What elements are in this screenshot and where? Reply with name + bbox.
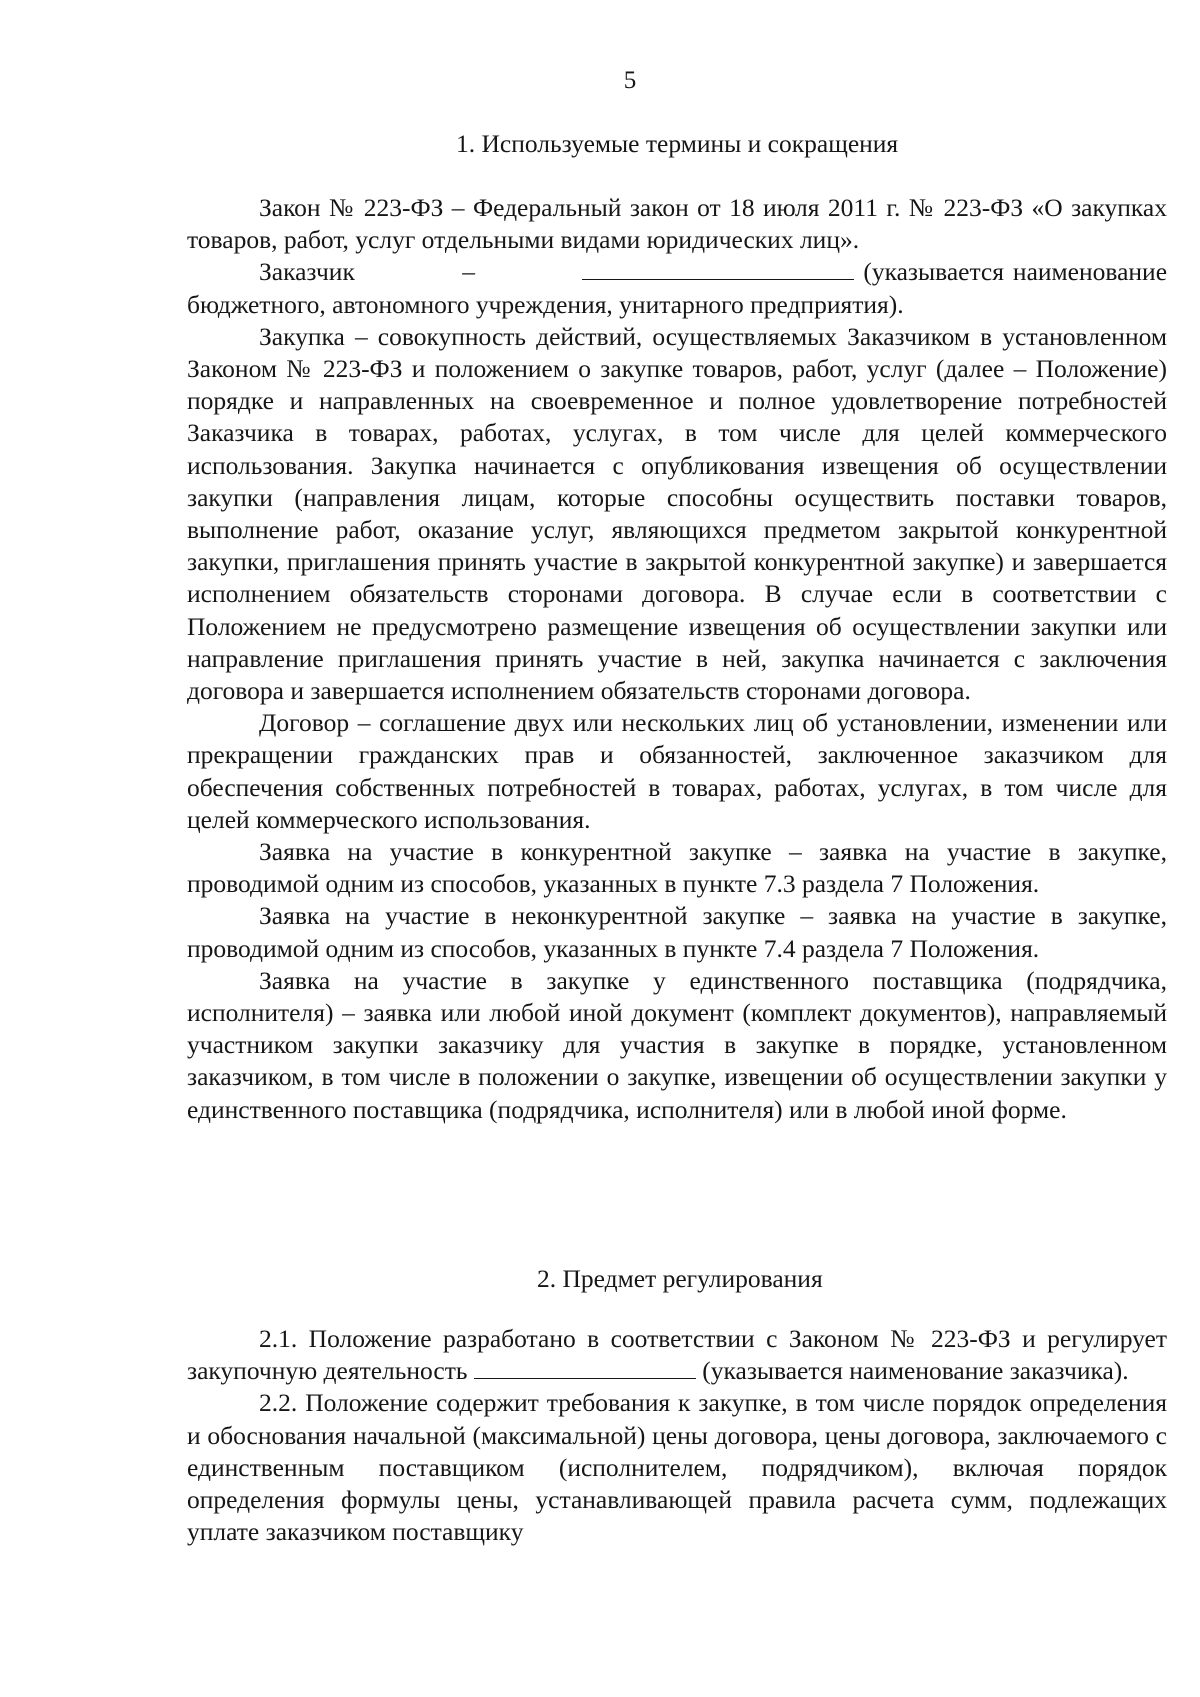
customer-hint: (указывается наименование бюджетного, автономного учреждения, унитарного предприятия).: [187, 257, 1168, 319]
definition-contract: Договор – соглашение двух или нескольких лиц об установлении, изменении или прекращении гражданских прав и обязанностей, заключенное заказчиком для обеспечения собственных потребностей в товарах, работах, услугах, в том числе для целей коммерческого использования.: [187, 708, 1167, 834]
definition-noncompetitive-bid: Заявка на участие в неконкурентной закупке – заявка на участие в закупке, проводимой одним из способов, указанных в пункте 7.4 раздела 7 Положения.: [187, 901, 1167, 963]
clause-2-2: 2.2. Положение содержит требования к закупке, в том числе порядок определения и обоснования начальной (максимальной) цены договора, цены договора, заключаемого с единственным поставщиком (исполнителем, подрядчиком), включая порядок определения формулы цены, устанавливающей правила расчета сумм, подлежащих уплате заказчиком поставщику: [187, 1388, 1167, 1547]
customer-term: Заказчик: [259, 257, 355, 287]
clause-2-1-text: 2.1. Положение разработано в соответствии с Законом № 223-ФЗ и регулирует закупочную деятельность: [187, 1324, 1167, 1386]
section-1-body: [187, 192, 1167, 1126]
definition-customer: [187, 256, 1167, 320]
section-1-heading: 1. Используемые термины и сокращения: [456, 129, 899, 158]
customer-name-blank: [582, 257, 854, 280]
customer-dash: –: [462, 257, 475, 287]
definition-single-supplier-bid: Заявка на участие в закупке у единственного поставщика (подрядчика, исполнителя) – заявка или любой иной документ (комплект документов), направляемый участником закупки заказчику для участия в закупке в порядке, установленном заказчиком, в том числе в положении о закупке, извещении об осуществлении закупки у единственного поставщика (подрядчика, исполнителя) или в любой иной форме.: [187, 965, 1167, 1124]
section-2-body: [187, 1323, 1167, 1548]
clause-2-1: [187, 1323, 1167, 1387]
customer-name-blank-2: [474, 1356, 696, 1379]
definition-competitive-bid: Заявка на участие в конкурентной закупке – заявка на участие в закупке, проводимой одним из способов, указанных в пункте 7.3 раздела 7 Положения.: [187, 837, 1167, 899]
clause-2-1-hint: (указывается наименование заказчика).: [702, 1356, 1129, 1386]
page-number: 5: [623, 67, 637, 94]
section-2-heading: 2. Предмет регулирования: [537, 1264, 823, 1293]
definition-law-223: Закон № 223-ФЗ – Федеральный закон от 18 июля 2011 г. № 223-ФЗ «О закупках товаров, работ, услуг отдельными видами юридических лиц».: [187, 193, 1167, 255]
definition-procurement: Закупка – совокупность действий, осуществляемых Заказчиком в установленном Законом № 223-ФЗ и положением о закупке товаров, работ, услуг (далее – Положение) порядке и направленных на своевременное и полное удовлетворение потребностей Заказчика в товарах, работах, услугах, в том числе для целей коммерческого использования. Закупка начинается с опубликования извещения об осуществлении закупки (направления лицам, которые способны осуществить поставки товаров, выполнение работ, оказание услуг, являющихся предметом закрытой конкурентной закупки, приглашения принять участие в закрытой конкурентной закупке) и завершается исполнением обязательств сторонами договора. В случае если в соответствии с Положением не предусмотрено размещение извещения об осуществлении закупки или направление приглашения принять участие в ней, закупка начинается с заключения договора и завершается исполнением обязательств сторонами договора.: [187, 321, 1167, 706]
